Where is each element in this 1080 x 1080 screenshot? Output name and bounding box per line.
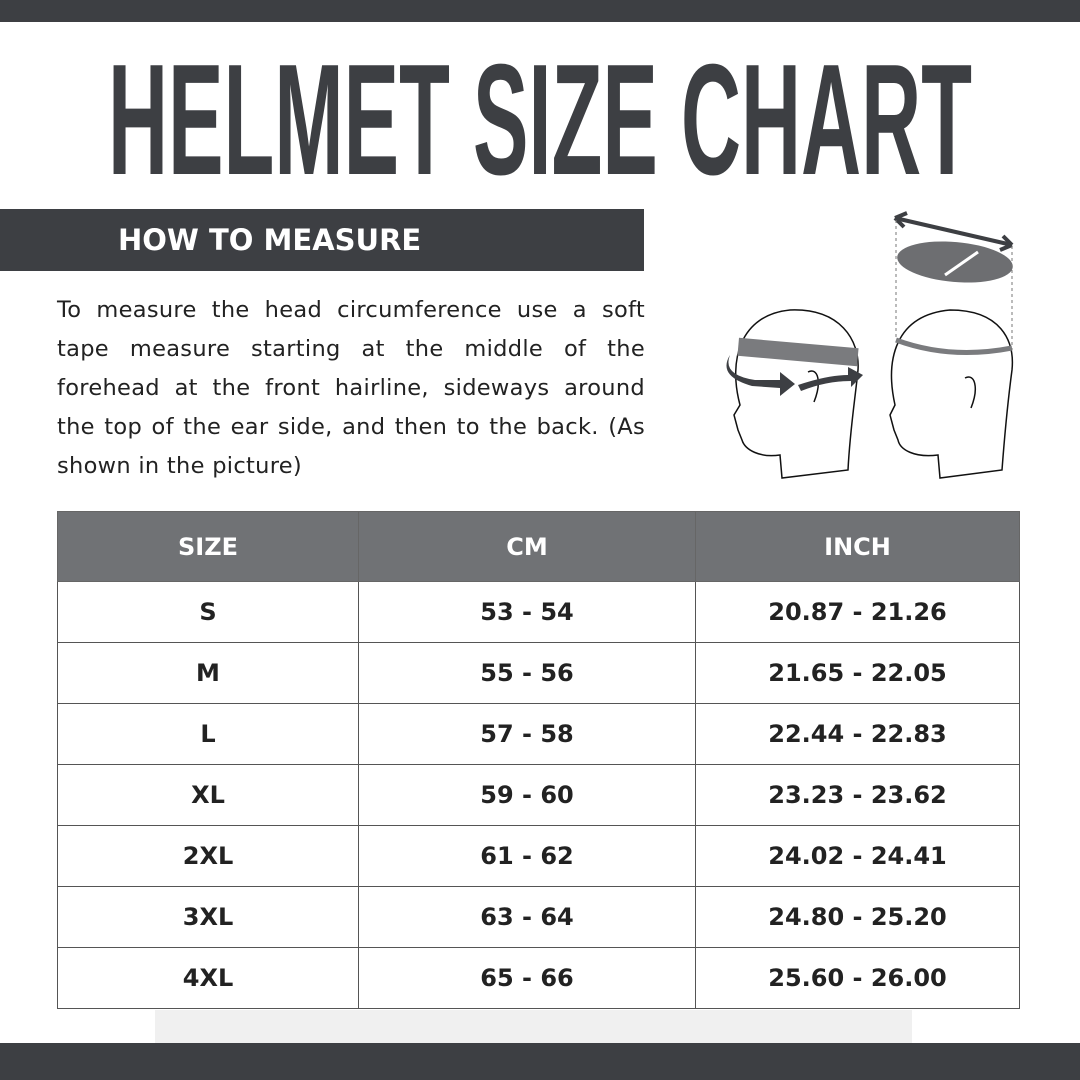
- cell-inch: 23.23 - 23.62: [696, 765, 1020, 826]
- cell-size: M: [58, 643, 359, 704]
- shadow-strip: [155, 1010, 912, 1043]
- page-title: [100, 52, 980, 182]
- cell-cm: 53 - 54: [359, 582, 696, 643]
- cell-inch: 24.80 - 25.20: [696, 887, 1020, 948]
- cell-cm: 55 - 56: [359, 643, 696, 704]
- cell-inch: 20.87 - 21.26: [696, 582, 1020, 643]
- top-bar: [0, 0, 1080, 22]
- cell-size: XL: [58, 765, 359, 826]
- cell-inch: 21.65 - 22.05: [696, 643, 1020, 704]
- page-title-text: HELMET SIZE CHART: [108, 52, 972, 182]
- header-size: SIZE: [58, 512, 359, 582]
- instructions-text: To measure the head circumference use a soft tape measure starting at the middle of the forehead at the front hairline, sideways around the top of the ear side, and then to the back. (As shown in the picture): [57, 297, 645, 479]
- section-heading: HOW TO MEASURE: [0, 209, 644, 271]
- cell-inch: 25.60 - 26.00: [696, 948, 1020, 1009]
- cell-size: 4XL: [58, 948, 359, 1009]
- cell-size: L: [58, 704, 359, 765]
- cell-size: 2XL: [58, 826, 359, 887]
- cell-cm: 63 - 64: [359, 887, 696, 948]
- table-row: [58, 765, 1020, 826]
- table-header-row: [58, 512, 1020, 582]
- cell-cm: 59 - 60: [359, 765, 696, 826]
- cell-cm: 61 - 62: [359, 826, 696, 887]
- table-row: [58, 582, 1020, 643]
- table-row: [58, 704, 1020, 765]
- footer-bar: [0, 1043, 1080, 1080]
- size-table: [57, 511, 1020, 1009]
- head-measure-illustration: [700, 200, 1040, 490]
- cell-cm: 65 - 66: [359, 948, 696, 1009]
- header-cm: CM: [359, 512, 696, 582]
- cell-inch: 22.44 - 22.83: [696, 704, 1020, 765]
- cell-inch: 24.02 - 24.41: [696, 826, 1020, 887]
- table-row: [58, 643, 1020, 704]
- cell-size: 3XL: [58, 887, 359, 948]
- cell-size: S: [58, 582, 359, 643]
- table-row: [58, 887, 1020, 948]
- header-inch: INCH: [696, 512, 1020, 582]
- table-row: [58, 948, 1020, 1009]
- cell-cm: 57 - 58: [359, 704, 696, 765]
- table-row: [58, 826, 1020, 887]
